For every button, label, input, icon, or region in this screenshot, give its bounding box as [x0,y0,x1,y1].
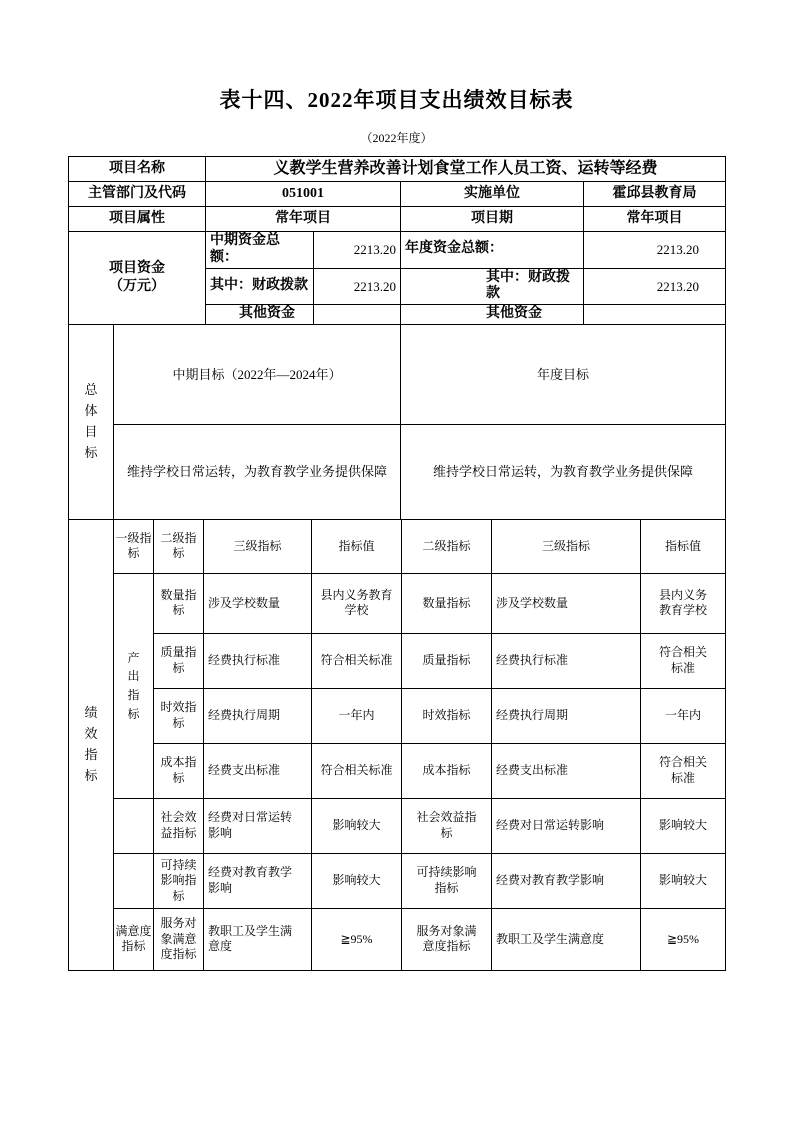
value-cell: 一年内 [312,688,402,743]
performance-section-label [69,519,114,970]
funds-label-text: 项目资金（万元） [109,261,165,294]
mid-total-label-text: 中期资金总额： [210,233,280,265]
attr-label: 项目属性 [69,207,206,232]
annual-total-label: 年度资金总额： [401,232,584,269]
report-document [68,0,725,971]
level1-empty-cell [114,853,154,908]
header-level2-right: 二级指标 [402,519,492,573]
level3-cell: 教职工及学生满意度 [492,908,641,970]
mid-goal-text: 维持学校日常运转，为教育教学业务提供保障 [114,424,401,519]
level1-output-cell [114,573,154,798]
level3-cell: 经费执行周期 [204,688,312,743]
level3-cell: 涉及学校数量 [204,573,312,633]
header-level2-left: 二级指标 [154,519,204,573]
level2-cell: 可持续影响指标 [402,853,492,908]
funds-label [69,232,206,325]
level1-empty-cell [114,798,154,853]
overall-goals-table [68,324,726,520]
header-level3-left: 三级指标 [204,519,312,573]
level2-cell: 质量指标 [402,633,492,688]
level3-cell: 经费执行周期 [492,688,641,743]
mid-goal-header: 中期目标（2022年—2024年） [114,324,401,424]
level3-cell: 教职工及学生满意度 [204,908,312,970]
annual-goal-header: 年度目标 [401,324,726,424]
annual-other-label: 其他资金 [401,305,584,325]
value-cell: ≧95% [641,908,726,970]
annual-fiscal-label: 其中：财政拨款 [401,268,584,305]
annual-goal-text: 维持学校日常运转，为教育教学业务提供保障 [401,424,726,519]
mid-fiscal-label: 其中：财政拨款 [206,268,314,305]
project-info-table [68,156,726,325]
impl-unit-value: 霍邱县教育局 [584,182,726,207]
overall-section-label [69,324,114,519]
mid-other-value [314,305,401,325]
level3-cell: 涉及学校数量 [492,573,641,633]
annual-total-value: 2213.20 [584,232,726,269]
value-cell: 一年内 [641,688,726,743]
level1-satisfaction-cell: 满意度指标 [114,908,154,970]
mid-total-label [206,232,314,269]
level3-cell: 经费对教育教学影响 [492,853,641,908]
header-level3-right: 三级指标 [492,519,641,573]
period-value: 常年项目 [584,207,726,232]
level1-output-text: 产出指标 [127,650,140,721]
value-cell: 县内义务教育学校 [312,573,402,633]
level3-cell: 经费执行标准 [204,633,312,688]
page-subtitle: （2022年度） [360,131,433,145]
level2-cell: 社会效益指标 [154,798,204,853]
level2-cell: 社会效益指标 [402,798,492,853]
annual-fiscal-value: 2213.20 [584,268,726,305]
level3-cell: 经费对日常运转影响 [492,798,641,853]
level3-cell: 经费对日常运转影响 [204,798,312,853]
dept-code-value: 051001 [206,182,401,207]
level3-cell: 经费支出标准 [204,743,312,798]
level3-cell: 经费执行标准 [492,633,641,688]
value-cell: 影响较大 [641,798,726,853]
project-name-value: 义教学生营养改善计划食堂工作人员工资、运转等经费 [206,157,726,182]
value-cell: 符合相关标准 [312,743,402,798]
dept-label: 主管部门及代码 [69,182,206,207]
level3-cell: 经费对教育教学影响 [204,853,312,908]
performance-indicators-table [68,519,726,971]
value-cell: 县内义务教育学校 [641,573,726,633]
value-cell: 符合相关标准 [641,633,726,688]
header-level1: 一级指标 [114,519,154,573]
level2-cell: 成本指标 [154,743,204,798]
level2-cell: 时效指标 [402,688,492,743]
value-cell: 影响较大 [312,798,402,853]
level2-cell: 质量指标 [154,633,204,688]
value-cell: 影响较大 [641,853,726,908]
level3-cell: 经费支出标准 [492,743,641,798]
project-name-label: 项目名称 [69,157,206,182]
page-title: 表十四、2022年项目支出绩效目标表 [219,88,574,112]
performance-section-label-text: 绩效指标 [84,705,98,783]
overall-section-label-text: 总体目标 [84,382,98,460]
header-value-right: 指标值 [641,519,726,573]
value-cell: 符合相关标准 [641,743,726,798]
value-cell: 影响较大 [312,853,402,908]
value-cell: ≧95% [312,908,402,970]
level2-cell: 服务对象满意度指标 [154,908,204,970]
level2-cell: 服务对象满意度指标 [402,908,492,970]
level2-cell: 数量指标 [402,573,492,633]
value-cell: 符合相关标准 [312,633,402,688]
impl-unit-label: 实施单位 [401,182,584,207]
period-label: 项目期 [401,207,584,232]
level2-cell: 可持续影响指标 [154,853,204,908]
level2-cell: 数量指标 [154,573,204,633]
attr-value: 常年项目 [206,207,401,232]
mid-total-value: 2213.20 [314,232,401,269]
mid-other-label: 其他资金 [206,305,314,325]
level2-cell: 时效指标 [154,688,204,743]
mid-fiscal-value: 2213.20 [314,268,401,305]
level2-cell: 成本指标 [402,743,492,798]
annual-other-value [584,305,726,325]
header-value-left: 指标值 [312,519,402,573]
